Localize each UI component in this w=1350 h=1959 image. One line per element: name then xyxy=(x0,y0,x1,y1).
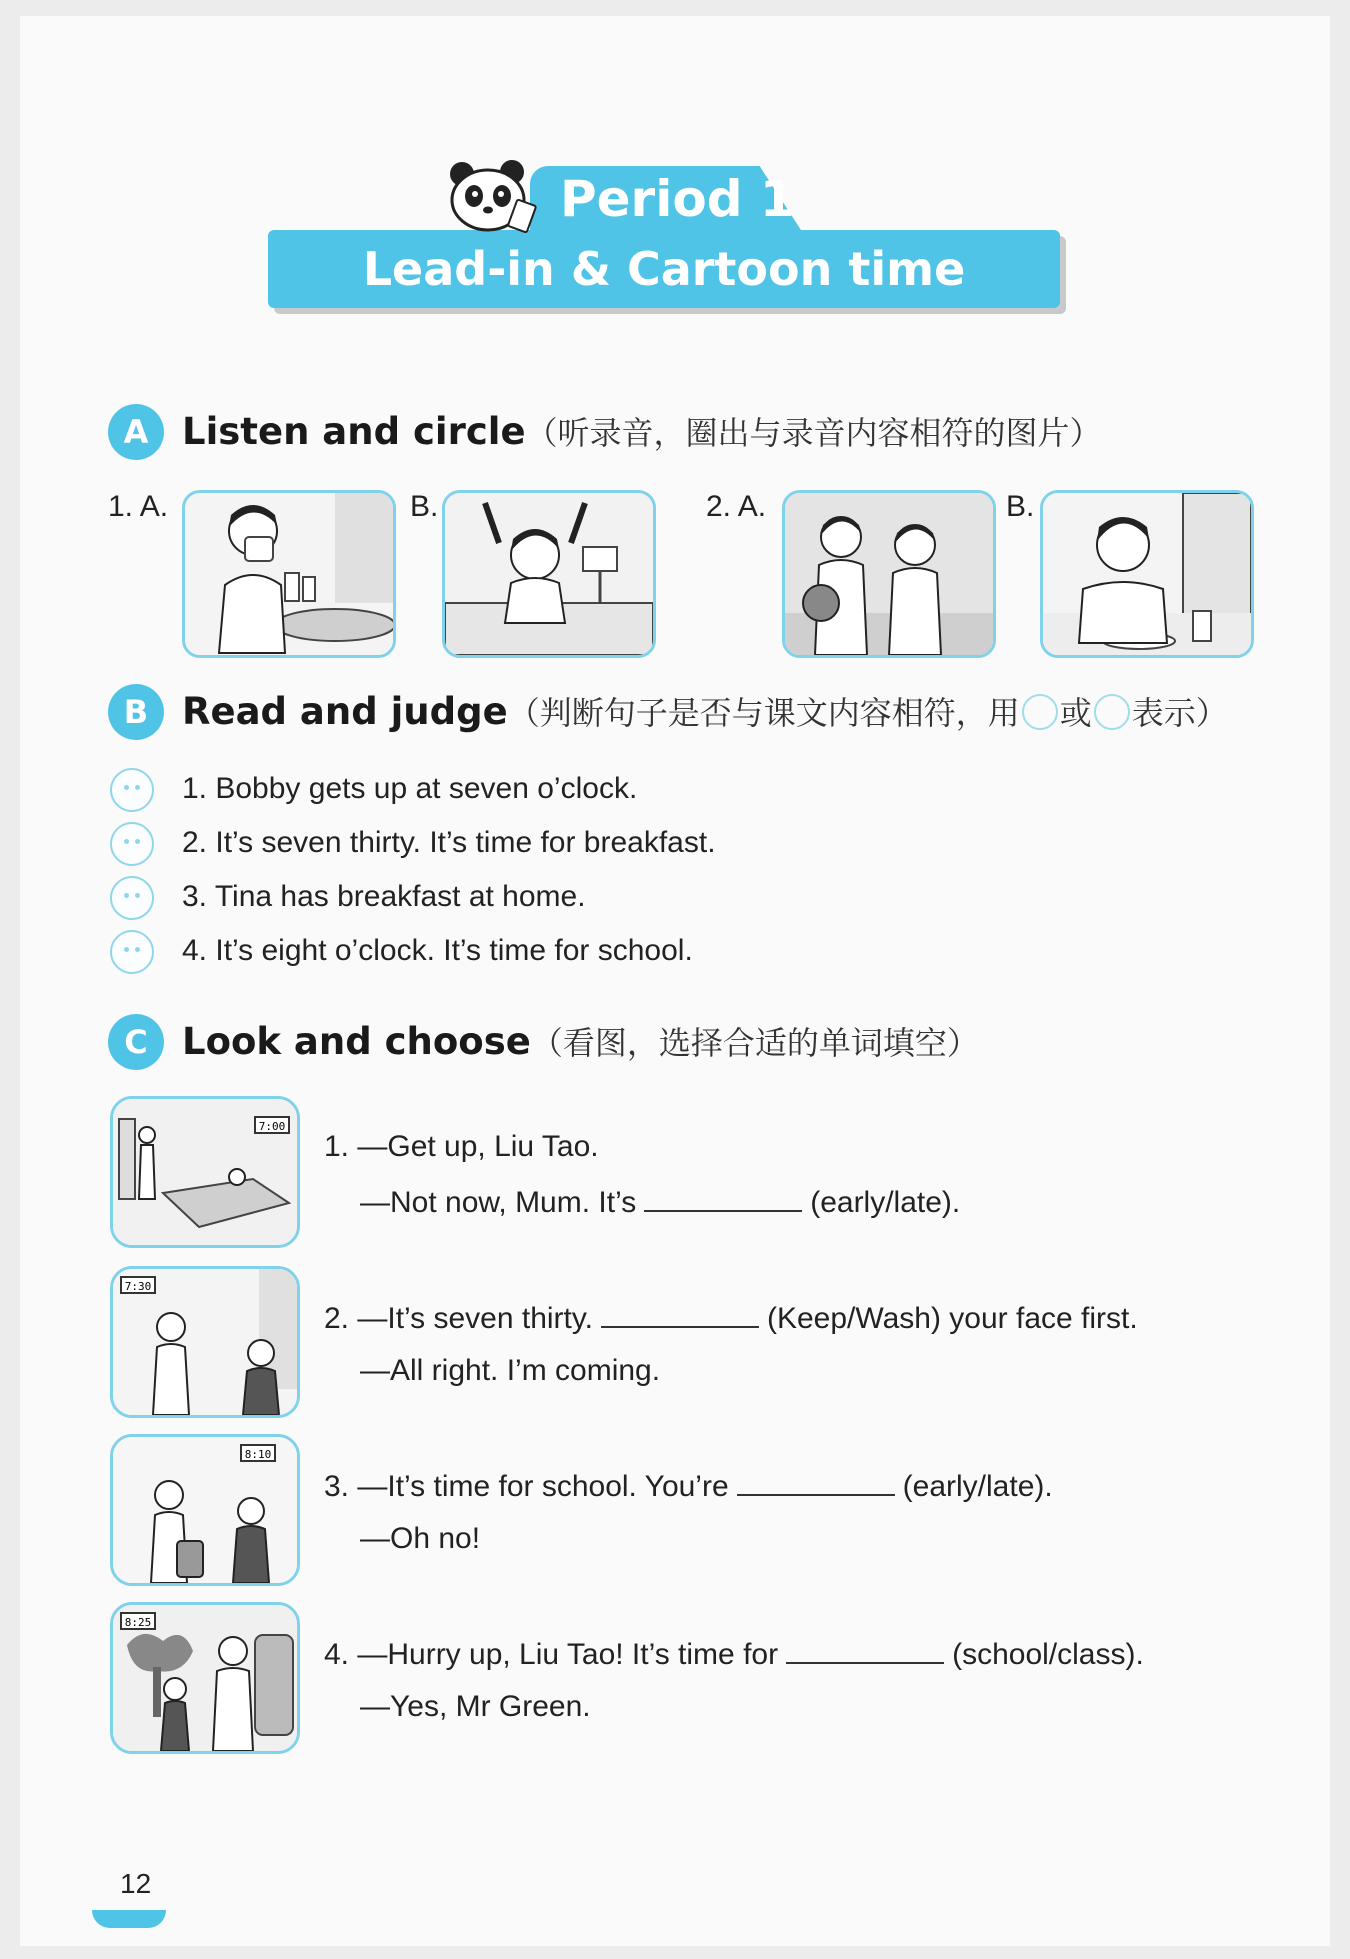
c1-options: (early/late). xyxy=(810,1186,961,1219)
panda-mascot-icon xyxy=(440,156,540,246)
picture-c1 xyxy=(110,1096,300,1248)
c3-answer-blank[interactable] xyxy=(737,1468,895,1496)
c2-answer-blank[interactable] xyxy=(601,1300,759,1328)
c3-line-1-text: 3. —It’s time for school. You’re xyxy=(324,1470,729,1503)
c2-line-2: —All right. I’m coming. xyxy=(360,1354,661,1387)
section-b-note-after: 表示） xyxy=(1131,694,1228,732)
c4-options: (school/class). xyxy=(952,1638,1144,1671)
clock-c4: 8:25 xyxy=(124,1616,152,1629)
section-c-instruction: （看图，选择合适的单词填空） xyxy=(530,1024,979,1062)
c1-answer-blank[interactable] xyxy=(644,1184,802,1212)
c4-line-1 xyxy=(324,1636,1144,1672)
c3-options: (early/late). xyxy=(902,1470,1053,1503)
c1-line-2 xyxy=(360,1184,960,1220)
picture-c2 xyxy=(110,1266,300,1418)
judge-face-2[interactable] xyxy=(110,822,154,866)
section-b-note-before: （判断句子是否与课文内容相符，用 xyxy=(507,694,1020,732)
section-b-note-middle: 或 xyxy=(1059,694,1092,732)
picture-c3 xyxy=(110,1434,300,1586)
smile-face-icon xyxy=(1022,694,1058,730)
c4-answer-blank[interactable] xyxy=(786,1636,944,1664)
judge-face-3[interactable] xyxy=(110,876,154,920)
judge-face-4[interactable] xyxy=(110,930,154,974)
section-b-title xyxy=(182,688,1228,734)
option-1b-image[interactable] xyxy=(442,490,656,658)
sad-face-icon xyxy=(1094,694,1130,730)
page-title: Period 1 xyxy=(560,170,795,228)
section-c-title xyxy=(182,1018,979,1064)
statement-4: 4. It’s eight o’clock. It’s time for school. xyxy=(182,934,693,967)
section-b-badge: B xyxy=(108,684,164,740)
clock-c1: 7:00 xyxy=(258,1120,286,1133)
clock-c2: 7:30 xyxy=(124,1280,152,1293)
option-2b-label: B. xyxy=(1006,490,1035,523)
question-2-number: 2. A. xyxy=(706,490,767,523)
section-a-badge: A xyxy=(108,404,164,460)
section-a-instruction: （听录音，圈出与录音内容相符的图片） xyxy=(525,414,1102,452)
page-number: 12 xyxy=(120,1868,152,1899)
statement-2: 2. It’s seven thirty. It’s time for breakfast. xyxy=(182,826,716,859)
c2-line-1 xyxy=(324,1300,1138,1336)
c4-line-1-text: 4. —Hurry up, Liu Tao! It’s time for xyxy=(324,1638,779,1671)
picture-c4 xyxy=(110,1602,300,1754)
section-a-heading: Listen and circle xyxy=(182,410,526,453)
c3-line-2: —Oh no! xyxy=(360,1522,481,1555)
page-subtitle: Lead-in & Cartoon time xyxy=(362,242,966,296)
statement-3: 3. Tina has breakfast at home. xyxy=(182,880,586,913)
clock-c3: 8:10 xyxy=(244,1448,272,1461)
page-corner-decoration xyxy=(92,1910,166,1928)
option-1b-label: B. xyxy=(410,490,439,523)
option-2b-image[interactable] xyxy=(1040,490,1254,658)
c1-line-2-text: —Not now, Mum. It’s xyxy=(360,1186,637,1219)
section-c-badge: C xyxy=(108,1014,164,1070)
section-b-instruction xyxy=(508,694,1228,732)
section-a-title xyxy=(182,408,1102,454)
option-1a-image[interactable] xyxy=(182,490,396,658)
statement-1: 1. Bobby gets up at seven o’clock. xyxy=(182,772,638,805)
judge-face-1[interactable] xyxy=(110,768,154,812)
c1-line-1: 1. —Get up, Liu Tao. xyxy=(324,1130,599,1163)
section-b-heading: Read and judge xyxy=(182,690,508,733)
c2-options: (Keep/Wash) your face first. xyxy=(767,1302,1138,1335)
option-2a-image[interactable] xyxy=(782,490,996,658)
c4-line-2: —Yes, Mr Green. xyxy=(360,1690,591,1723)
question-1-number: 1. A. xyxy=(108,490,169,523)
c2-line-1-text: 2. —It’s seven thirty. xyxy=(324,1302,593,1335)
section-c-heading: Look and choose xyxy=(182,1020,531,1063)
c3-line-1 xyxy=(324,1468,1053,1504)
